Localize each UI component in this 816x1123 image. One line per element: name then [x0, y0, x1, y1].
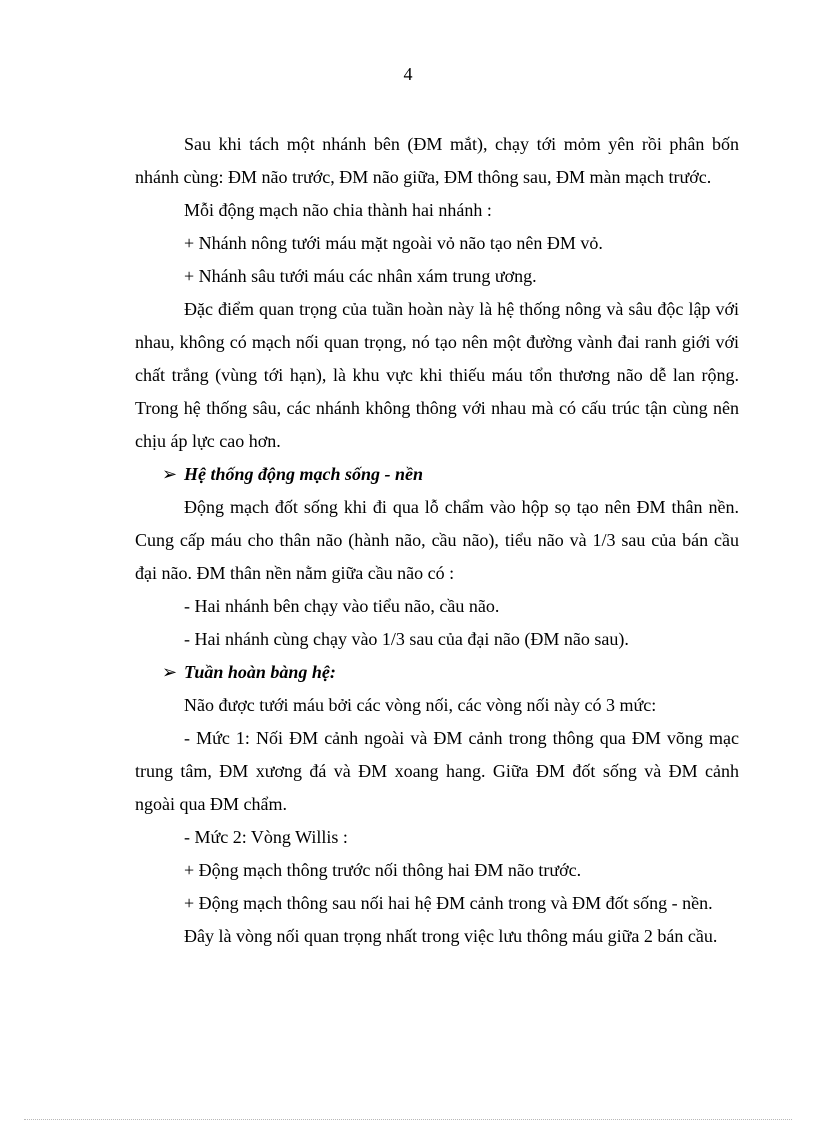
list-item: - Mức 2: Vòng Willis : — [184, 827, 348, 847]
paragraph: Đây là vòng nối quan trọng nhất trong việc lưu thông máu giữa 2 bán cầu. — [184, 926, 718, 946]
section-heading — [135, 656, 739, 689]
paragraph: - Mức 1: Nối ĐM cảnh ngoài và ĐM cảnh trong thông qua ĐM võng mạc trung tâm, ĐM xương đá và ĐM xoang hang. Giữa ĐM đốt sống và ĐM cảnh ngoài qua ĐM chẩm. — [135, 728, 739, 814]
arrowhead-bullet-icon: ➢ — [162, 662, 178, 682]
list-item: + Nhánh nông tưới máu mặt ngoài vỏ não tạo nên ĐM vỏ. — [184, 233, 603, 253]
paragraph: Não được tưới máu bởi các vòng nối, các vòng nối này có 3 mức: — [184, 695, 657, 715]
page-bottom-divider — [24, 1119, 792, 1120]
heading-text: Hệ thống động mạch sống - nền — [184, 464, 424, 484]
paragraph: Động mạch đốt sống khi đi qua lỗ chẩm vào hộp sọ tạo nên ĐM thân nền. Cung cấp máu cho thân não (hành não, cầu não), tiểu não và 1/3 sau của bán cầu đại não. ĐM thân nền nằm giữa cầu não có : — [135, 497, 739, 583]
list-item: + Nhánh sâu tưới máu các nhân xám trung ương. — [184, 266, 537, 286]
heading-text: Tuần hoàn bàng hệ: — [184, 662, 336, 682]
paragraph: Mỗi động mạch não chia thành hai nhánh : — [184, 200, 492, 220]
list-item: - Hai nhánh bên chạy vào tiểu não, cầu não. — [184, 596, 500, 616]
page-number: 4 — [403, 64, 413, 84]
list-item: + Động mạch thông sau nối hai hệ ĐM cảnh trong và ĐM đốt sống - nền. — [184, 893, 713, 913]
list-item: + Động mạch thông trước nối thông hai ĐM não trước. — [184, 860, 582, 880]
section-heading — [135, 458, 739, 491]
body-text — [135, 128, 739, 953]
arrowhead-bullet-icon: ➢ — [162, 464, 178, 484]
paragraph: Sau khi tách một nhánh bên (ĐM mắt), chạy tới mỏm yên rồi phân bốn nhánh cùng: ĐM não trước, ĐM não giữa, ĐM thông sau, ĐM màn mạch trước. — [135, 134, 739, 187]
paragraph: Đặc điểm quan trọng của tuần hoàn này là hệ thống nông và sâu độc lập với nhau, không có mạch nối quan trọng, nó tạo nên một đường vành đai ranh giới với chất trắng (vùng tới hạn), là khu vực khi thiếu máu tổn thương não dễ lan rộng. Trong hệ thống sâu, các nhánh không thông với nhau mà có cấu trúc tận cùng nên chịu áp lực cao hơn. — [135, 299, 739, 451]
list-item: - Hai nhánh cùng chạy vào 1/3 sau của đại não (ĐM não sau). — [184, 629, 629, 649]
